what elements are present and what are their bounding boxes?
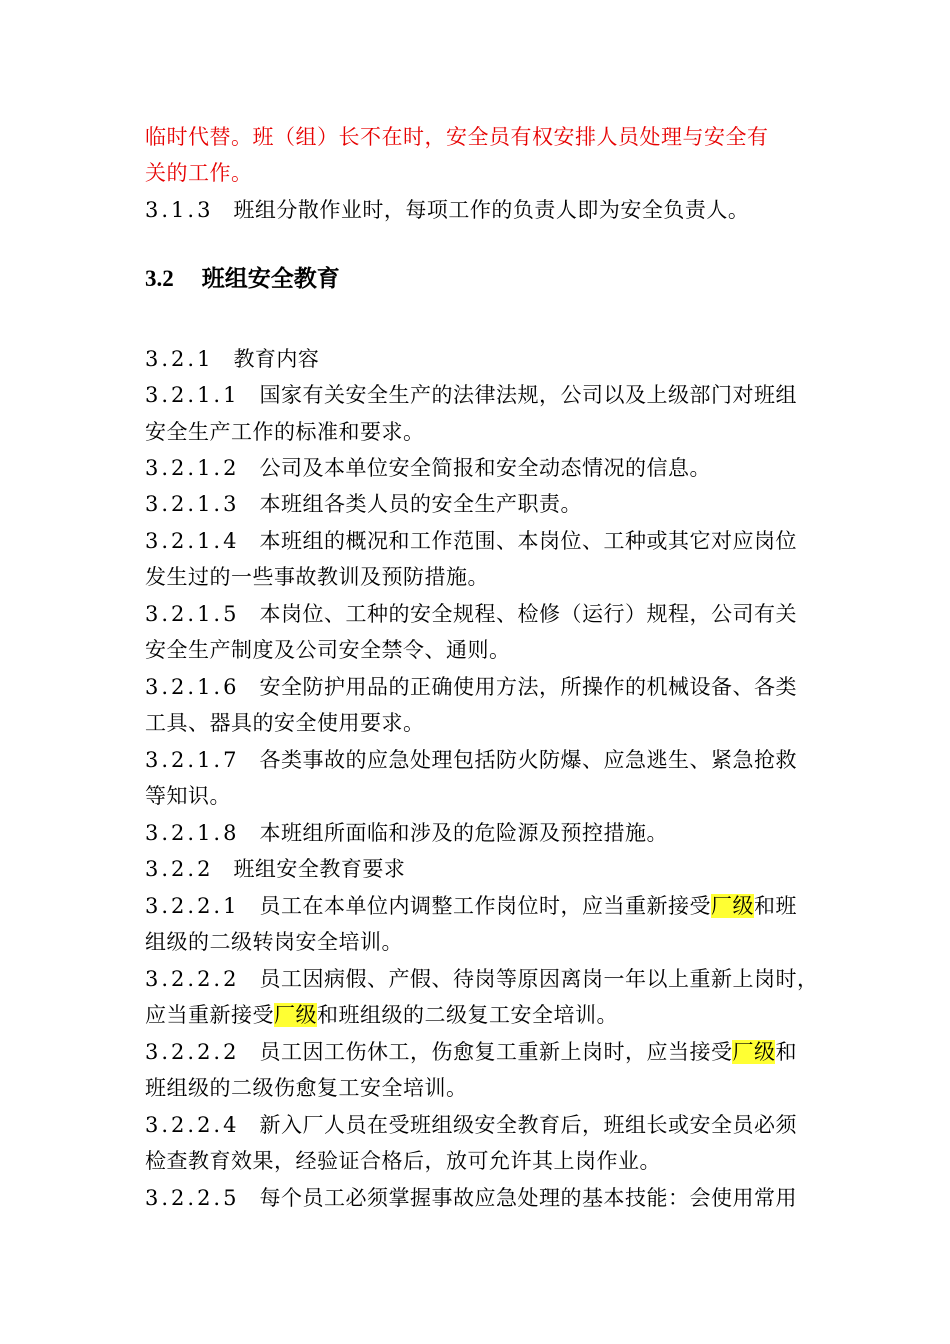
paragraph-line: 关的工作。 bbox=[145, 161, 253, 185]
clause-text: 和班 bbox=[753, 894, 797, 918]
clause-text: 员工因病假、产假、待岗等原因离岗一年以上重新上岗时， bbox=[259, 967, 819, 991]
clause-number: 3.2.1.1 bbox=[145, 383, 240, 407]
clause-text: 新入厂人员在受班组级安全教育后，班组长或安全员必须 bbox=[259, 1113, 797, 1137]
clause-3-2-1-6 bbox=[145, 673, 797, 701]
clause-text: 班组分散作业时，每项工作的负责人即为安全负责人。 bbox=[233, 198, 750, 222]
paragraph-line: 组级的二级转岗安全培训。 bbox=[145, 930, 403, 954]
clause-3-2-1-8 bbox=[145, 819, 668, 847]
clause-number: 3.2.1.4 bbox=[145, 529, 240, 553]
clause-number: 3.2.1.7 bbox=[145, 748, 240, 772]
clause-number: 3.1.3 bbox=[145, 198, 214, 222]
clause-number: 3.2.1 bbox=[145, 347, 214, 371]
clause-text: 应当重新接受 bbox=[145, 1003, 274, 1027]
clause-number: 3.2.1.5 bbox=[145, 602, 240, 626]
clause-3-2-1-4 bbox=[145, 527, 797, 555]
clause-text: 本岗位、工种的安全规程、检修（运行）规程，公司有关 bbox=[259, 602, 797, 626]
paragraph-line bbox=[145, 1001, 618, 1029]
clause-3-2-1-5 bbox=[145, 600, 797, 628]
clause-text: 本班组的概况和工作范围、本岗位、工种或其它对应岗位 bbox=[259, 529, 797, 553]
clause-text: 公司及本单位安全简报和安全动态情况的信息。 bbox=[259, 456, 711, 480]
clause-3-2-1-7 bbox=[145, 746, 797, 774]
clause-3-2-2-5 bbox=[145, 1184, 797, 1212]
clause-text: 安全防护用品的正确使用方法，所操作的机械设备、各类 bbox=[259, 675, 797, 699]
clause-number: 3.2.2 bbox=[145, 857, 214, 881]
clause-text: 本班组各类人员的安全生产职责。 bbox=[259, 492, 582, 516]
clause-3-2-2-1 bbox=[145, 892, 797, 920]
clause-3-2-1-3 bbox=[145, 490, 582, 518]
clause-text: 员工在本单位内调整工作岗位时，应当重新接受 bbox=[259, 894, 711, 918]
clause-text: 班组安全教育要求 bbox=[233, 857, 406, 881]
section-number: 3.2 bbox=[145, 266, 174, 291]
clause-3-2-1-2 bbox=[145, 454, 711, 482]
clause-3-2-1-1 bbox=[145, 381, 797, 409]
clause-text: 和 bbox=[775, 1040, 797, 1064]
clause-3-2-2-2 bbox=[145, 965, 818, 993]
paragraph-line: 等知识。 bbox=[145, 784, 231, 808]
paragraph-line: 工具、器具的安全使用要求。 bbox=[145, 711, 425, 735]
clause-text: 和班组级的二级复工安全培训。 bbox=[317, 1003, 618, 1027]
paragraph-line: 检查教育效果，经验证合格后，放可允许其上岗作业。 bbox=[145, 1149, 661, 1173]
clause-text: 本班组所面临和涉及的危险源及预控措施。 bbox=[259, 821, 668, 845]
highlighted-text: 厂级 bbox=[274, 1003, 317, 1027]
clause-number: 3.2.2.4 bbox=[145, 1113, 240, 1137]
paragraph-line: 发生过的一些事故教训及预防措施。 bbox=[145, 565, 489, 589]
paragraph-line: 安全生产制度及公司安全禁令、通则。 bbox=[145, 638, 511, 662]
paragraph-line: 班组级的二级伤愈复工安全培训。 bbox=[145, 1076, 468, 1100]
clause-3-2-2-2b bbox=[145, 1038, 797, 1066]
clause-text: 各类事故的应急处理包括防火防爆、应急逃生、紧急抢救 bbox=[259, 748, 797, 772]
highlighted-text: 厂级 bbox=[710, 894, 754, 918]
clause-number: 3.2.1.2 bbox=[145, 456, 240, 480]
clause-3-2-2 bbox=[145, 855, 405, 883]
section-heading bbox=[145, 264, 340, 294]
clause-number: 3.2.2.5 bbox=[145, 1186, 240, 1210]
clause-3-1-3 bbox=[145, 196, 749, 224]
clause-3-2-1 bbox=[145, 345, 319, 373]
clause-text: 教育内容 bbox=[233, 347, 320, 371]
highlighted-text: 厂级 bbox=[732, 1040, 776, 1064]
clause-number: 3.2.2.2 bbox=[145, 1040, 240, 1064]
clause-3-2-2-4 bbox=[145, 1111, 797, 1139]
clause-text: 每个员工必须掌握事故应急处理的基本技能：会使用常用 bbox=[259, 1186, 797, 1210]
clause-number: 3.2.2.2 bbox=[145, 967, 240, 991]
clause-text: 国家有关安全生产的法律法规，公司以及上级部门对班组 bbox=[259, 383, 797, 407]
clause-number: 3.2.1.8 bbox=[145, 821, 240, 845]
section-title: 班组安全教育 bbox=[201, 266, 340, 292]
clause-number: 3.2.1.6 bbox=[145, 675, 240, 699]
clause-number: 3.2.2.1 bbox=[145, 894, 240, 918]
clause-number: 3.2.1.3 bbox=[145, 492, 240, 516]
clause-text: 员工因工伤休工，伤愈复工重新上岗时，应当接受 bbox=[259, 1040, 733, 1064]
paragraph-line: 安全生产工作的标准和要求。 bbox=[145, 420, 425, 444]
paragraph-line: 临时代替。班（组）长不在时，安全员有权安排人员处理与安全有 bbox=[145, 125, 769, 149]
